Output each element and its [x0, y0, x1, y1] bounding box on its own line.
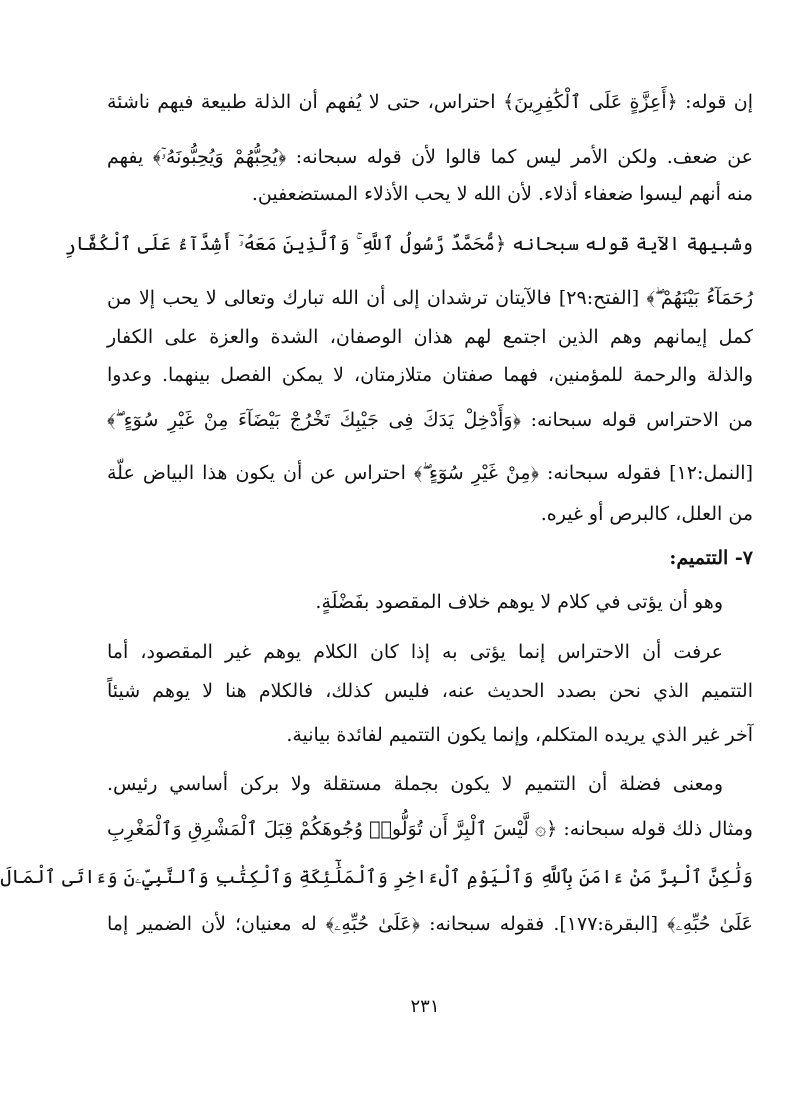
- text-line-4: وشبيهة الآية قوله سبحانه ﴿مُّحَمَّدٌ رَّسُولُ ٱللَّهِ ۚ وَٱلَّذِينَ مَعَهُۥٓ أَشِدَّآءُ عَلَى ٱلْكُفَّارِ: [64, 233, 753, 255]
- text-line-17: ومثال ذلك قوله سبحانه: ﴿۞ لَّيْسَ ٱلْبِرَّ أَن تُوَلُّوا۟ وُجُوهَكُمْ قِبَلَ ٱلْمَشْرِقِ وَٱلْمَغْرِبِ: [107, 818, 753, 840]
- text-line-15: آخر غير الذي يريده المتكلم، وإنما يكون التتميم لفائدة بيانية.: [286, 724, 753, 746]
- text-line-5: رُحَمَآءُ بَيْنَهُمْ ۖ﴾ [الفتح:٢٩] فالآيتان ترشدان إلى أن الله تبارك وتعالى لا يحب إلا من: [107, 287, 753, 309]
- text-line-18: وَلَٰكِنَّ ٱلْبِرَّ مَنْ ءَامَنَ بِٱللَّهِ وَٱلْيَوْمِ ٱلْءَاخِرِ وَٱلْمَلَٰٓئِكَةِ وَٱلْكِتَٰبِ وَٱلنَّبِيِّۦنَ وَءَاتَى ٱلْمَالَ: [0, 866, 753, 888]
- text-line-14: التتميم الذي نحن بصدد الحديث عنه، فليس كذلك، فالكلام هنا لا يوهم شيئاً: [107, 680, 753, 702]
- text-line-6: كمل إيمانهم وهم الذين اجتمع لهم هذان الوصفان، الشدة والعزة على الكفار: [107, 326, 753, 348]
- text-line-9: [النمل:١٢] فقوله سبحانه: ﴿مِنْ غَيْرِ سُوٓءٍ ۖ﴾ احتراس عن أن يكون هذا البياض علّة: [107, 462, 753, 484]
- text-line-16: ومعنى فضلة أن التتميم لا يكون بجملة مستقلة ولا بركن أساسي رئيس.: [107, 773, 723, 795]
- text-line-8: من الاحتراس قوله سبحانه: ﴿وَأَدْخِلْ يَدَكَ فِى جَيْبِكَ تَخْرُجْ بَيْضَآءَ مِنْ غَيْرِ سُوٓءٍ ۖ﴾: [107, 409, 753, 431]
- text-line-13: عرفت أن الاحتراس إنما يؤتى به إذا كان الكلام يوهم غير المقصود، أما: [107, 641, 723, 663]
- page-number: ٢٣١: [410, 996, 440, 1017]
- text-line-3: منه أنهم ليسوا ضعفاء أذلاء. لأن الله لا يحب الأذلاء المستضعفين.: [251, 183, 753, 205]
- text-line-1: إن قوله: ﴿أَعِزَّةٍ عَلَى ٱلْكَٰفِرِينَ﴾ احتراس، حتى لا يُفهم أن الذلة طبيعة فيهم ناشئة: [107, 91, 753, 113]
- section-heading: ٧- التتميم:: [669, 547, 753, 569]
- text-line-19: عَلَىٰ حُبِّهِۦ﴾ [البقرة:١٧٧]. فقوله سبحانه: ﴿عَلَىٰ حُبِّهِۦ﴾ له معنيان؛ لأن الضمير إما: [107, 913, 753, 935]
- text-line-10: من العلل، كالبرص أو غيره.: [540, 503, 753, 525]
- text-line-2: عن ضعف. ولكن الأمر ليس كما قالوا لأن قوله سبحانه: ﴿يُحِبُّهُمْ وَيُحِبُّونَهُۥٓ﴾ يفهم: [107, 146, 753, 168]
- definition-line: وهو أن يؤتى في كلام لا يوهم خلاف المقصود بفَضْلَةٍ.: [315, 591, 723, 613]
- text-line-7: والذلة والرحمة للمؤمنين، فهما صفتان متلازمتان، لا يمكن الفصل بينهما. وعدوا: [107, 364, 753, 386]
